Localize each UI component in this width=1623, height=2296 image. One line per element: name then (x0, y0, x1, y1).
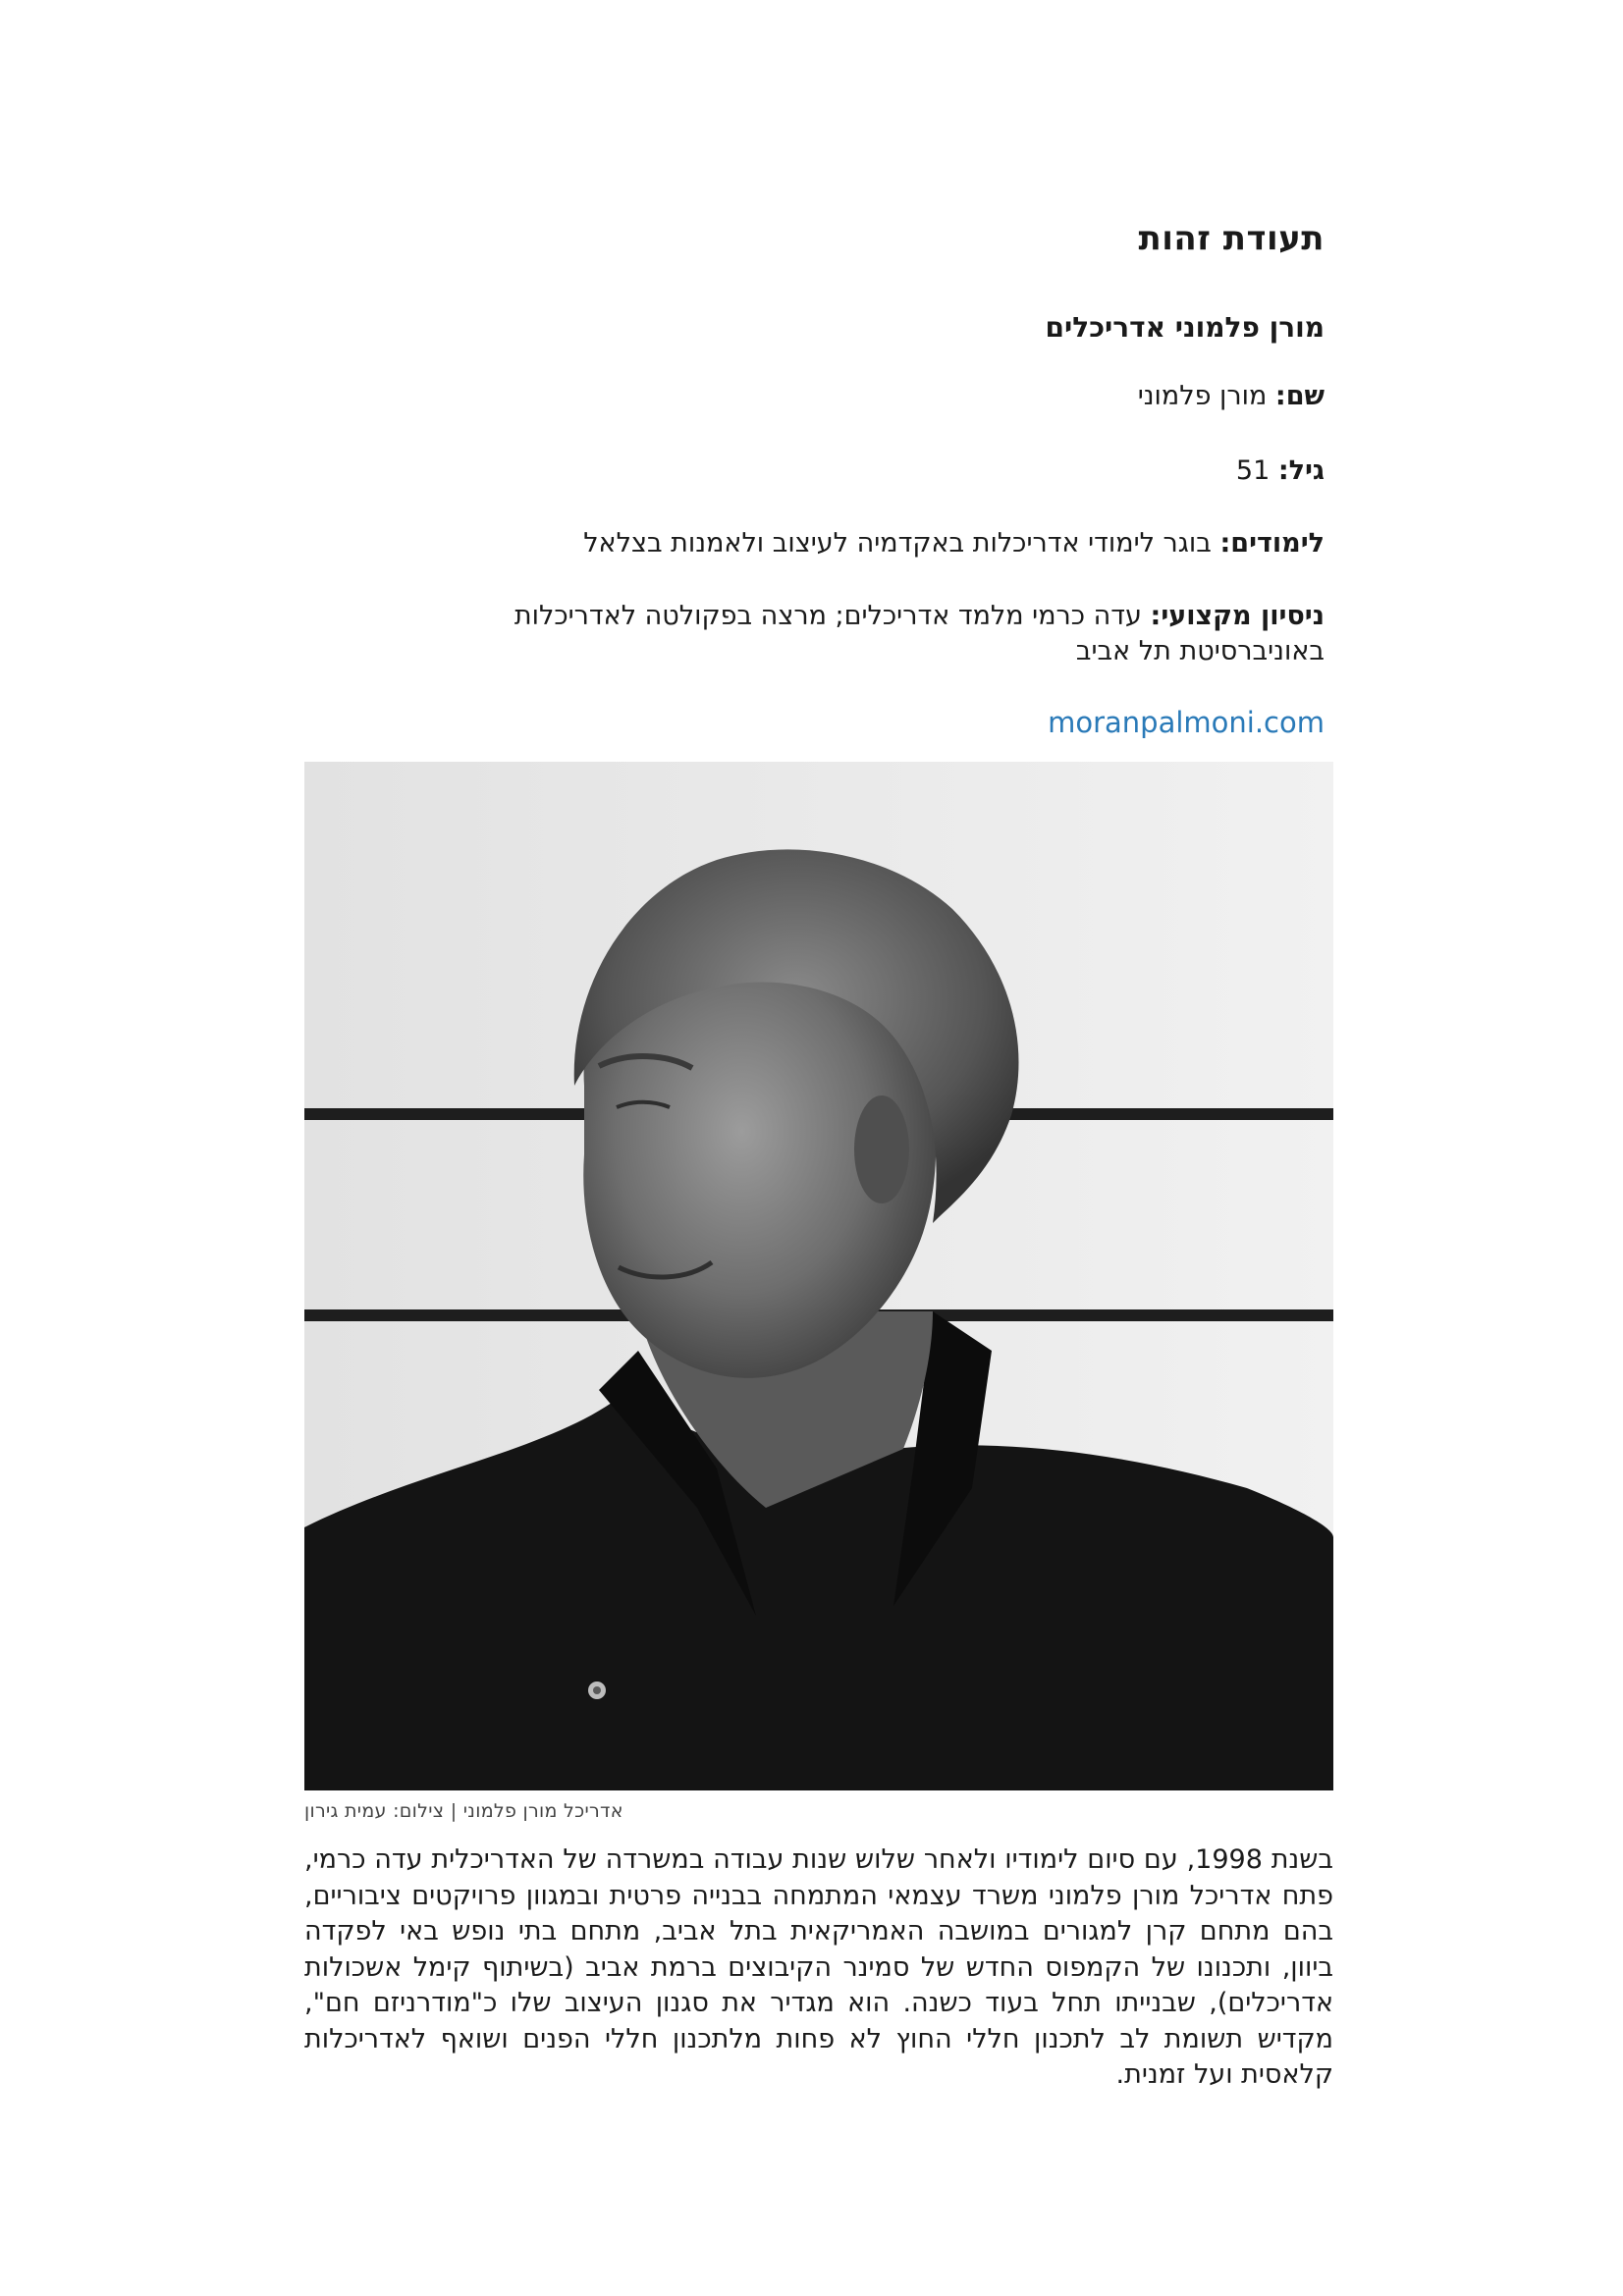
section-title: תעודת זהות (1138, 219, 1325, 258)
field-age (1236, 454, 1325, 489)
field-name-value: מורן פלמוני (1137, 381, 1268, 411)
website-link[interactable]: moranpalmoni.com (1048, 706, 1325, 739)
field-studies-value: בוגר לימודי אדריכלות באקדמיה לעיצוב ולאמנות בצלאל (583, 528, 1212, 559)
field-age-value: 51 (1235, 455, 1271, 486)
portrait-photo (304, 762, 1333, 1790)
photo-caption: אדריכל מורן פלמוני | צילום: עמית גירון (304, 1800, 623, 1822)
bio-paragraph: בשנת 1998, עם סיום לימודיו ולאחר שלוש שנות עבודה במשרדה של האדריכלית עדה כרמי, פתח אדריכל מורן פלמוני משרד עצמאי המתמחה בבנייה פרטית ובמגוון פרויקטים ציבוריים, בהם מתחם קרן למגורים במושבה האמריקאית בתל אביב, מתחם בתי נופש באי לפקדה ביוון, ותכנונו של הקמפוס החדש של סמינר הקיבוצים ברמת אביב (בשיתוף קימל אשכולות אדריכלים), שבנייתו תחל בעוד כשנה. הוא מגדיר את סגנון העיצוב שלו כ"מודרניזם חם", מקדיש תשומת לב לתכנון חללי החוץ לא פחות מלתכנון חללי הפנים ושואף לאדריכלות קלאסית ועל זמנית. (304, 1844, 1333, 2090)
field-studies-label: לימודים: (1219, 528, 1325, 559)
field-name (1138, 379, 1325, 414)
field-studies (284, 526, 1325, 561)
office-name: מורן פלמוני אדריכלים (1045, 311, 1325, 344)
field-age-label: גיל: (1277, 455, 1325, 486)
field-experience-label: ניסיון מקצועי: (1150, 601, 1325, 631)
field-experience (451, 599, 1325, 669)
field-experience-value: עדה כרמי מלמד אדריכלים; מרצה בפקולטה לאדריכלות באוניברסיטת תל אביב (514, 601, 1325, 667)
field-name-label: שם: (1274, 381, 1325, 411)
